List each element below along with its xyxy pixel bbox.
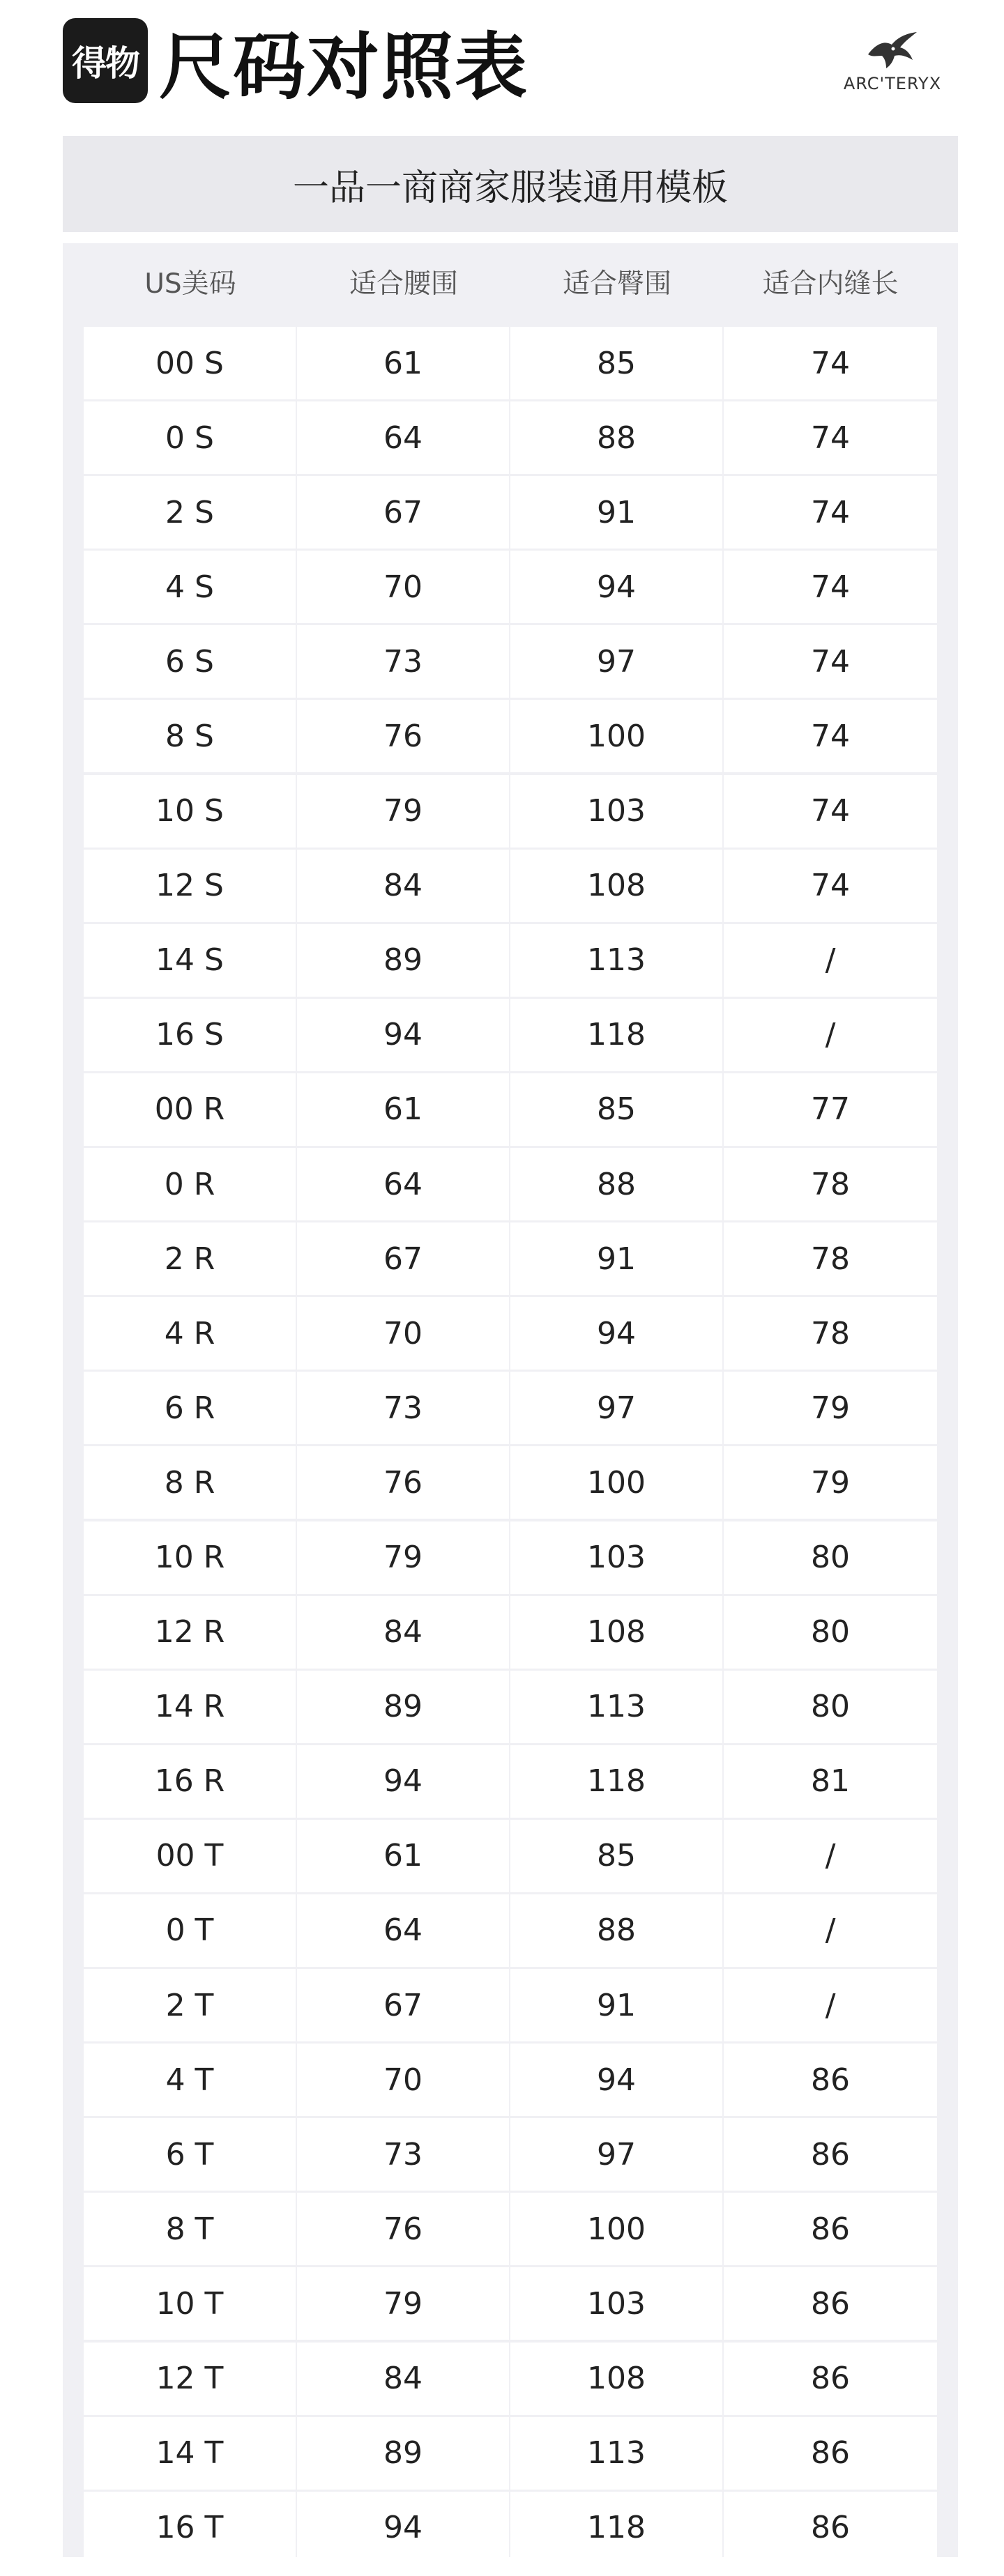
cell-hip: 91 bbox=[510, 476, 722, 549]
cell-inseam: 74 bbox=[724, 476, 937, 549]
table-row bbox=[84, 1596, 937, 1669]
cell-inseam: 86 bbox=[724, 2417, 937, 2490]
cell-us-size: 6 R bbox=[84, 1372, 296, 1444]
cell-us-size: 8 S bbox=[84, 700, 296, 772]
cell-hip: 103 bbox=[510, 2267, 722, 2340]
cell-waist: 76 bbox=[297, 1446, 509, 1519]
table-row bbox=[84, 1894, 937, 1967]
cell-inseam: 77 bbox=[724, 1073, 937, 1146]
cell-us-size: 00 S bbox=[84, 327, 296, 399]
cell-inseam: 78 bbox=[724, 1148, 937, 1220]
table-row bbox=[84, 1372, 937, 1444]
cell-us-size: 16 T bbox=[84, 2492, 296, 2564]
cell-hip: 113 bbox=[510, 924, 722, 997]
cell-us-size: 4 S bbox=[84, 551, 296, 623]
cell-us-size: 14 R bbox=[84, 1671, 296, 1743]
table-row bbox=[84, 1222, 937, 1295]
cell-us-size: 12 R bbox=[84, 1596, 296, 1669]
table-row bbox=[84, 1820, 937, 1892]
column-header-inseam: 适合内缝长 bbox=[762, 268, 899, 300]
cell-hip: 97 bbox=[510, 625, 722, 698]
cell-inseam: 74 bbox=[724, 775, 937, 848]
column-header-us-size: US美码 bbox=[144, 268, 236, 300]
cell-waist: 70 bbox=[297, 551, 509, 623]
table-row bbox=[84, 2343, 937, 2415]
cell-hip: 88 bbox=[510, 1894, 722, 1967]
cell-inseam: 86 bbox=[724, 2267, 937, 2340]
table-row bbox=[84, 1671, 937, 1743]
cell-waist: 73 bbox=[297, 625, 509, 698]
cell-waist: 67 bbox=[297, 1969, 509, 2041]
cell-inseam: 74 bbox=[724, 625, 937, 698]
cell-us-size: 6 T bbox=[84, 2118, 296, 2191]
cell-hip: 103 bbox=[510, 775, 722, 848]
cell-us-size: 14 S bbox=[84, 924, 296, 997]
cell-waist: 64 bbox=[297, 1894, 509, 1967]
cell-us-size: 0 R bbox=[84, 1148, 296, 1220]
column-header-waist: 适合腰围 bbox=[349, 268, 458, 300]
cell-inseam: 74 bbox=[724, 850, 937, 922]
cell-hip: 88 bbox=[510, 401, 722, 474]
cell-hip: 100 bbox=[510, 1446, 722, 1519]
cell-us-size: 00 R bbox=[84, 1073, 296, 1146]
cell-waist: 67 bbox=[297, 476, 509, 549]
column-header-hip: 适合臀围 bbox=[562, 268, 671, 300]
cell-inseam: 78 bbox=[724, 1297, 937, 1370]
cell-waist: 70 bbox=[297, 2044, 509, 2116]
cell-us-size: 12 T bbox=[84, 2343, 296, 2415]
cell-inseam: 79 bbox=[724, 1372, 937, 1444]
table-row bbox=[84, 2118, 937, 2191]
cell-hip: 108 bbox=[510, 1596, 722, 1669]
cell-inseam: / bbox=[724, 924, 937, 997]
cell-inseam: 86 bbox=[724, 2044, 937, 2116]
table-row bbox=[84, 850, 937, 922]
table-row bbox=[84, 551, 937, 623]
cell-inseam: 80 bbox=[724, 1671, 937, 1743]
cell-us-size: 2 S bbox=[84, 476, 296, 549]
cell-waist: 73 bbox=[297, 1372, 509, 1444]
cell-waist: 67 bbox=[297, 1222, 509, 1295]
table-row bbox=[84, 2417, 937, 2490]
cell-waist: 84 bbox=[297, 2343, 509, 2415]
cell-hip: 91 bbox=[510, 1222, 722, 1295]
cell-waist: 79 bbox=[297, 2267, 509, 2340]
cell-inseam: 81 bbox=[724, 1745, 937, 1818]
cell-us-size: 00 T bbox=[84, 1820, 296, 1892]
table-row bbox=[84, 476, 937, 549]
brand-logo bbox=[840, 28, 945, 93]
table-row bbox=[84, 401, 937, 474]
cell-waist: 64 bbox=[297, 1148, 509, 1220]
cell-inseam: / bbox=[724, 999, 937, 1071]
cell-waist: 94 bbox=[297, 1745, 509, 1818]
cell-us-size: 12 S bbox=[84, 850, 296, 922]
brand-name: ARC'TERYX bbox=[843, 74, 942, 93]
cell-hip: 100 bbox=[510, 2193, 722, 2265]
cell-hip: 118 bbox=[510, 999, 722, 1071]
table-row bbox=[84, 775, 937, 848]
cell-hip: 88 bbox=[510, 1148, 722, 1220]
cell-us-size: 2 T bbox=[84, 1969, 296, 2041]
cell-hip: 85 bbox=[510, 1073, 722, 1146]
cell-us-size: 14 T bbox=[84, 2417, 296, 2490]
cell-inseam: 86 bbox=[724, 2193, 937, 2265]
cell-hip: 118 bbox=[510, 1745, 722, 1818]
cell-waist: 76 bbox=[297, 2193, 509, 2265]
table-row bbox=[84, 1297, 937, 1370]
cell-inseam: 86 bbox=[724, 2343, 937, 2415]
table-row bbox=[84, 1969, 937, 2041]
cell-us-size: 4 R bbox=[84, 1297, 296, 1370]
cell-us-size: 2 R bbox=[84, 1222, 296, 1295]
app-logo: 得物 bbox=[63, 18, 148, 103]
table-row bbox=[84, 1446, 937, 1519]
cell-inseam: 78 bbox=[724, 1222, 937, 1295]
cell-waist: 61 bbox=[297, 1820, 509, 1892]
cell-hip: 97 bbox=[510, 1372, 722, 1444]
cell-inseam: 74 bbox=[724, 551, 937, 623]
cell-hip: 113 bbox=[510, 2417, 722, 2490]
table-row bbox=[84, 700, 937, 772]
table-row bbox=[84, 2044, 937, 2116]
table-row bbox=[84, 327, 937, 399]
cell-waist: 84 bbox=[297, 1596, 509, 1669]
cell-inseam: 79 bbox=[724, 1446, 937, 1519]
cell-hip: 94 bbox=[510, 2044, 722, 2116]
table-row bbox=[84, 999, 937, 1071]
cell-waist: 79 bbox=[297, 775, 509, 848]
cell-us-size: 8 T bbox=[84, 2193, 296, 2265]
header bbox=[0, 0, 1004, 136]
table-row bbox=[84, 625, 937, 698]
cell-us-size: 10 S bbox=[84, 775, 296, 848]
cell-us-size: 16 S bbox=[84, 999, 296, 1071]
cell-us-size: 16 R bbox=[84, 1745, 296, 1818]
cell-waist: 89 bbox=[297, 1671, 509, 1743]
table-row bbox=[84, 1073, 937, 1146]
cell-hip: 94 bbox=[510, 1297, 722, 1370]
cell-hip: 85 bbox=[510, 327, 722, 399]
table-row bbox=[84, 2267, 937, 2340]
table-row bbox=[84, 2193, 937, 2265]
table-row bbox=[84, 1148, 937, 1220]
cell-waist: 89 bbox=[297, 2417, 509, 2490]
cell-inseam: 80 bbox=[724, 1596, 937, 1669]
cell-inseam: / bbox=[724, 1969, 937, 2041]
cell-us-size: 0 T bbox=[84, 1894, 296, 1967]
cell-us-size: 0 S bbox=[84, 401, 296, 474]
cell-us-size: 6 S bbox=[84, 625, 296, 698]
cell-hip: 85 bbox=[510, 1820, 722, 1892]
archaeopteryx-logo-icon bbox=[861, 28, 924, 70]
cell-waist: 76 bbox=[297, 700, 509, 772]
cell-us-size: 8 R bbox=[84, 1446, 296, 1519]
cell-us-size: 4 T bbox=[84, 2044, 296, 2116]
cell-hip: 97 bbox=[510, 2118, 722, 2191]
cell-inseam: 74 bbox=[724, 700, 937, 772]
cell-hip: 108 bbox=[510, 2343, 722, 2415]
cell-hip: 100 bbox=[510, 700, 722, 772]
cell-us-size: 10 R bbox=[84, 1521, 296, 1594]
cell-waist: 84 bbox=[297, 850, 509, 922]
table-row bbox=[84, 1745, 937, 1818]
cell-inseam: 86 bbox=[724, 2118, 937, 2191]
cell-inseam: / bbox=[724, 1820, 937, 1892]
size-table bbox=[63, 243, 958, 2557]
cell-hip: 108 bbox=[510, 850, 722, 922]
table-row bbox=[84, 1521, 937, 1594]
cell-hip: 103 bbox=[510, 1521, 722, 1594]
table-body bbox=[84, 327, 937, 2566]
cell-inseam: 86 bbox=[724, 2492, 937, 2564]
table-row bbox=[84, 2492, 937, 2564]
cell-waist: 64 bbox=[297, 401, 509, 474]
cell-waist: 61 bbox=[297, 1073, 509, 1146]
cell-inseam: 80 bbox=[724, 1521, 937, 1594]
cell-waist: 94 bbox=[297, 2492, 509, 2564]
cell-us-size: 10 T bbox=[84, 2267, 296, 2340]
cell-waist: 89 bbox=[297, 924, 509, 997]
cell-waist: 79 bbox=[297, 1521, 509, 1594]
cell-hip: 113 bbox=[510, 1671, 722, 1743]
cell-inseam: / bbox=[724, 1894, 937, 1967]
cell-waist: 70 bbox=[297, 1297, 509, 1370]
cell-hip: 91 bbox=[510, 1969, 722, 2041]
cell-inseam: 74 bbox=[724, 401, 937, 474]
cell-waist: 94 bbox=[297, 999, 509, 1071]
page-title: 尺码对照表 bbox=[159, 24, 529, 109]
cell-waist: 73 bbox=[297, 2118, 509, 2191]
cell-hip: 118 bbox=[510, 2492, 722, 2564]
template-banner: 一品一商商家服装通用模板 bbox=[63, 136, 958, 232]
table-row bbox=[84, 924, 937, 997]
cell-inseam: 74 bbox=[724, 327, 937, 399]
cell-hip: 94 bbox=[510, 551, 722, 623]
table-header bbox=[84, 243, 937, 320]
cell-waist: 61 bbox=[297, 327, 509, 399]
